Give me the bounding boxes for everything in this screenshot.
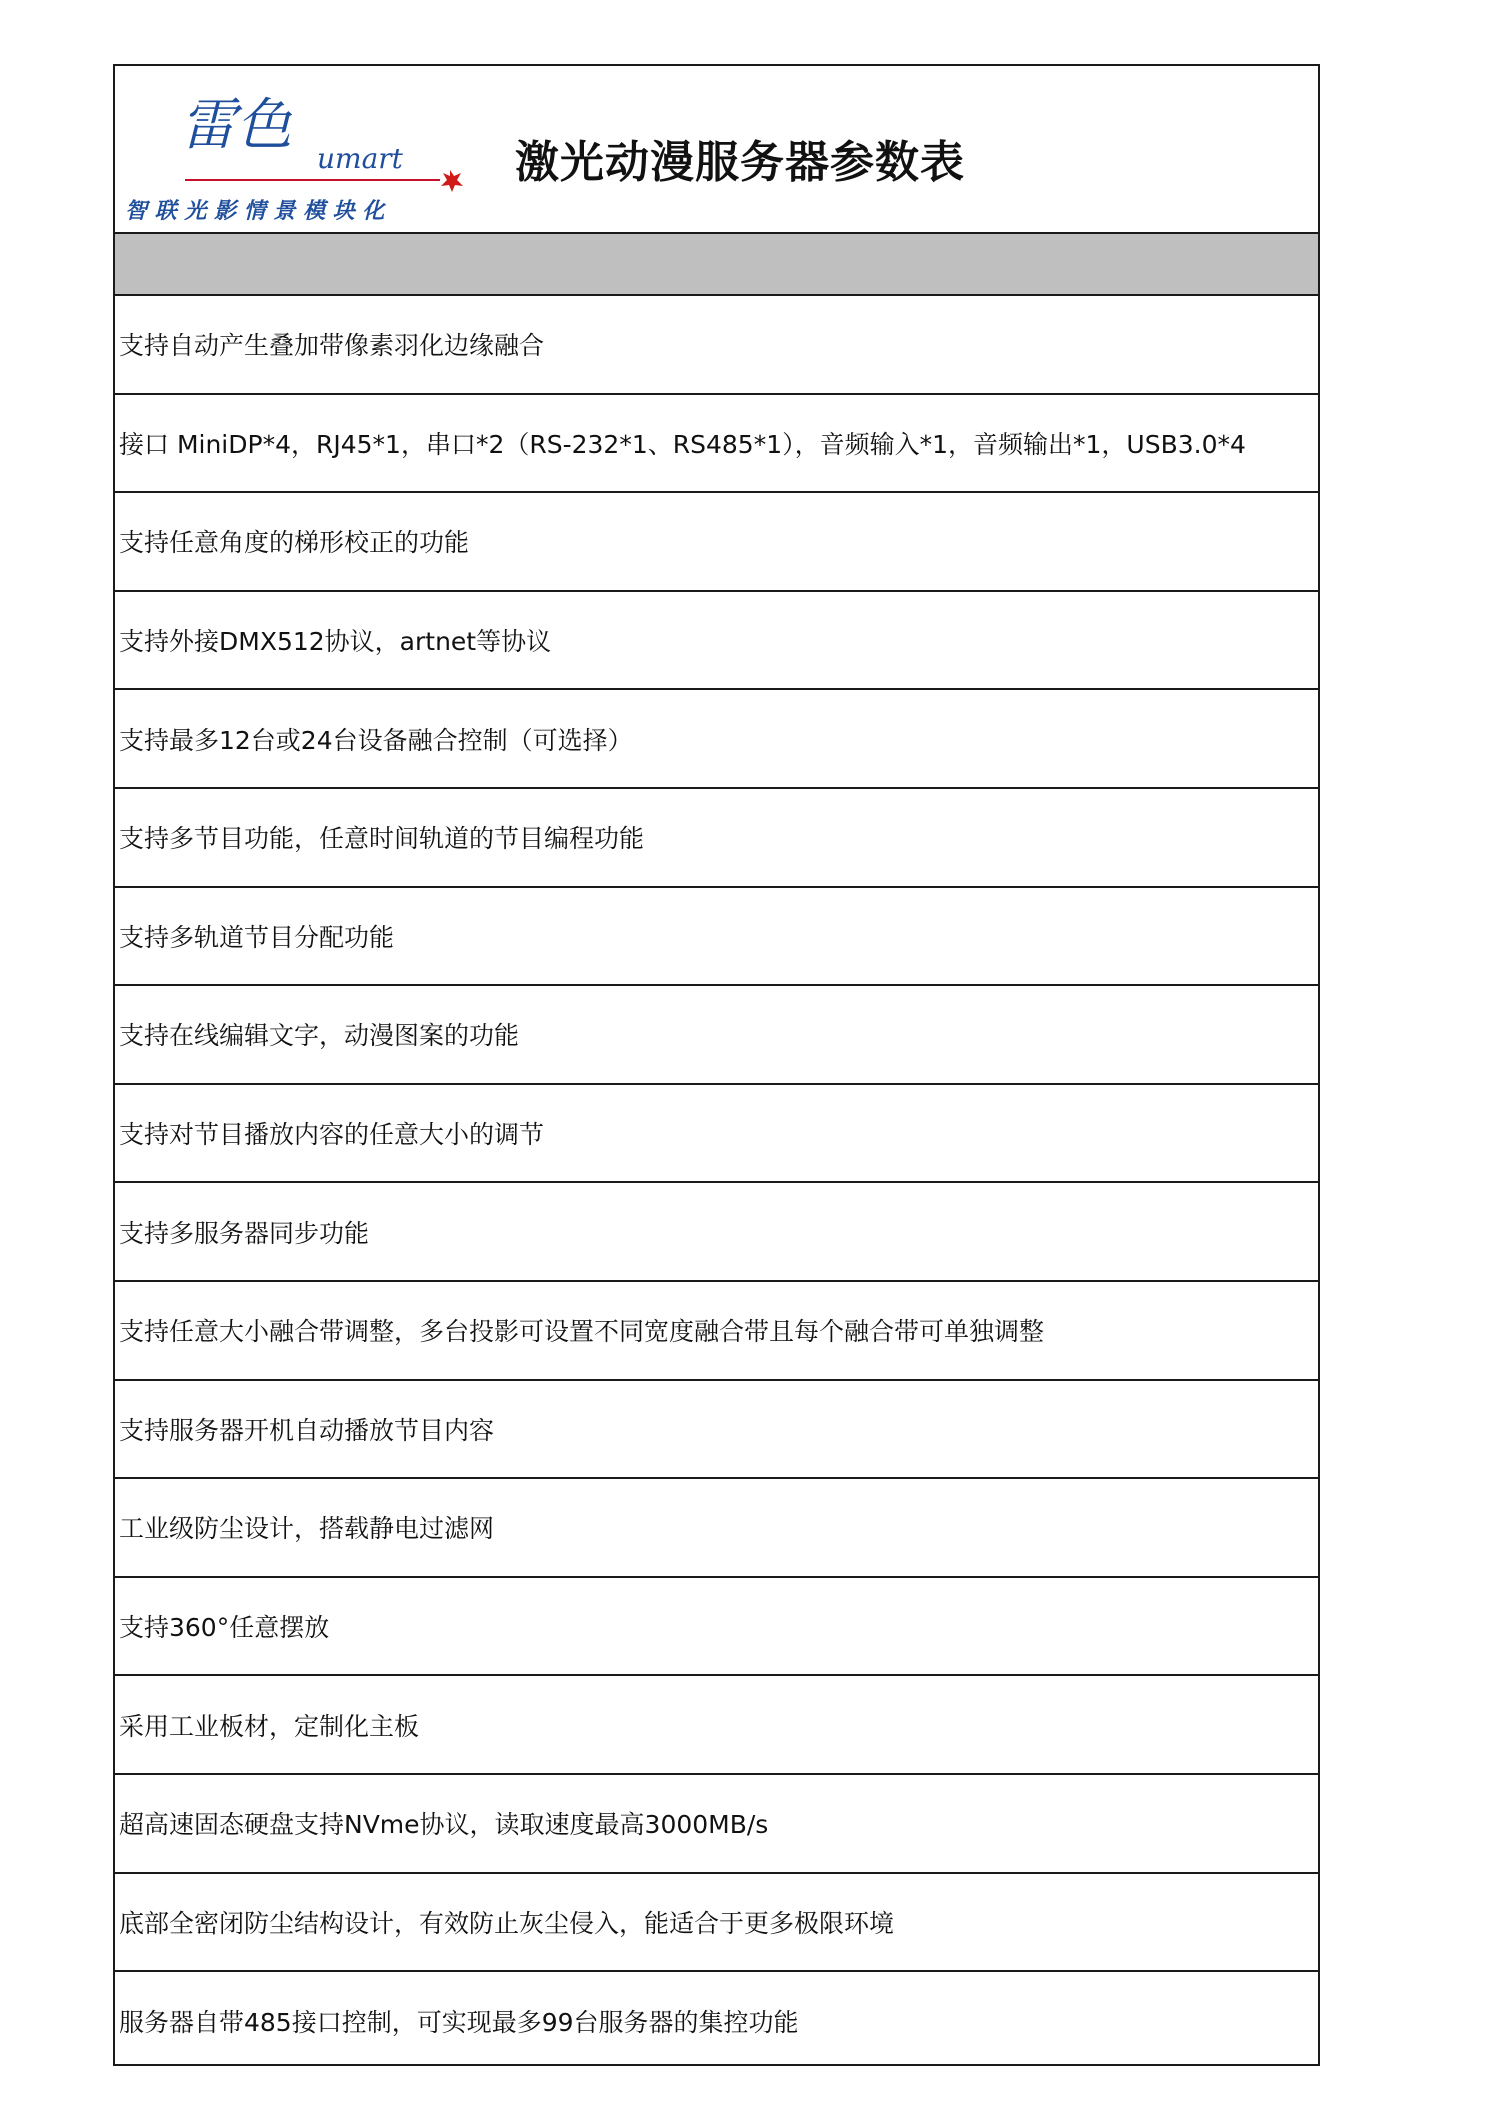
sheet-header [115, 66, 1318, 234]
spec-row: 底部全密闭防尘结构设计，有效防止灰尘侵入，能适合于更多极限环境 [115, 1874, 1318, 1973]
star-icon [441, 170, 463, 192]
company-logo [125, 86, 525, 226]
spec-row: 工业级防尘设计，搭载静电过滤网 [115, 1479, 1318, 1578]
spec-row: 接口 MiniDP*4，RJ45*1，串口*2（RS-232*1、RS485*1），音频输入*1，音频输出*1，USB3.0*4 [115, 395, 1318, 494]
spec-sheet [113, 64, 1320, 2066]
spec-row: 支持自动产生叠加带像素羽化边缘融合 [115, 296, 1318, 395]
spec-row: 支持任意大小融合带调整，多台投影可设置不同宽度融合带且每个融合带可单独调整 [115, 1282, 1318, 1381]
logo-mark: 雷色 [180, 93, 292, 158]
spec-row: 支持任意角度的梯形校正的功能 [115, 493, 1318, 592]
spec-row: 支持多服务器同步功能 [115, 1183, 1318, 1282]
page-title: 激光动漫服务器参数表 [515, 137, 965, 188]
spec-row: 支持360°任意摆放 [115, 1578, 1318, 1677]
spec-row: 支持多轨道节目分配功能 [115, 888, 1318, 987]
spec-row: 支持服务器开机自动播放节目内容 [115, 1381, 1318, 1480]
spec-row: 超高速固态硬盘支持NVme协议，读取速度最高3000MB/s [115, 1775, 1318, 1874]
spec-row: 支持对节目播放内容的任意大小的调节 [115, 1085, 1318, 1184]
spec-row: 支持最多12台或24台设备融合控制（可选择） [115, 690, 1318, 789]
spec-row: 服务器自带485接口控制，可实现最多99台服务器的集控功能 [119, 2008, 799, 2038]
spec-row: 支持多节目功能，任意时间轨道的节目编程功能 [115, 789, 1318, 888]
spec-list [115, 296, 1318, 2071]
spec-row: 支持在线编辑文字，动漫图案的功能 [115, 986, 1318, 1085]
spec-row: 支持外接DMX512协议，artnet等协议 [115, 592, 1318, 691]
header-band [115, 234, 1318, 296]
spec-row: 采用工业板材，定制化主板 [115, 1676, 1318, 1775]
logo-brand: umart [317, 142, 403, 175]
logo-slogan: 智 联 光 影 情 景 模 块 化 [125, 198, 385, 224]
